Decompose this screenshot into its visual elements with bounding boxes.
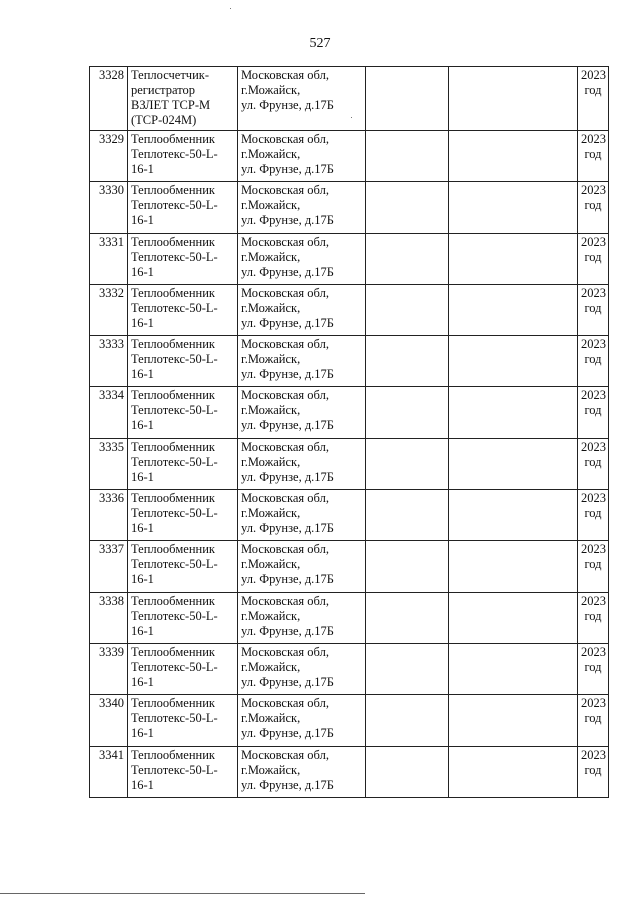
equipment-name-line: 16-1 (131, 213, 154, 228)
empty-cell (366, 182, 449, 233)
year-line: год (584, 83, 602, 97)
equipment-name-cell (128, 695, 238, 746)
row-number-cell: 3339 (90, 643, 128, 694)
equipment-name-line: 16-1 (131, 777, 154, 792)
equipment-name-line: Теплотекс-50-L- (131, 608, 218, 623)
equipment-name-line: 16-1 (131, 264, 154, 279)
address-line: Московская обл, (241, 542, 329, 557)
equipment-name-line: 16-1 (131, 572, 154, 587)
address-cell (238, 182, 366, 233)
year-line: 2023 (581, 388, 606, 403)
equipment-name-line: Теплообменник (131, 337, 215, 352)
empty-cell (449, 541, 578, 592)
year-line: год (584, 557, 602, 572)
address-line: ул. Фрунзе, д.17Б (241, 264, 334, 279)
empty-cell (449, 746, 578, 797)
year-line: 2023 (581, 132, 606, 146)
address-line: г.Можайск, (241, 403, 301, 418)
equipment-name-cell (128, 182, 238, 233)
year-line: год (584, 506, 602, 521)
equipment-name-cell (128, 541, 238, 592)
equipment-name-line: Теплотекс-50-L- (131, 711, 218, 726)
year-line: год (584, 659, 602, 674)
address-line: г.Можайск, (241, 608, 301, 623)
table-row (90, 695, 609, 746)
equipment-name-line: Теплообменник (131, 542, 215, 557)
address-line: ул. Фрунзе, д.17Б (241, 213, 334, 228)
row-number-cell: 3341 (90, 746, 128, 797)
equipment-name-line: Теплообменник (131, 285, 215, 300)
year-cell (578, 541, 609, 592)
row-number-cell: 3329 (90, 131, 128, 182)
table-row (90, 182, 609, 233)
address-line: Московская обл, (241, 491, 329, 506)
address-line: Московская обл, (241, 747, 329, 762)
row-number-cell: 3331 (90, 233, 128, 284)
address-line: Московская обл, (241, 337, 329, 352)
equipment-name-line: Теплообменник (131, 183, 215, 198)
address-line: г.Можайск, (241, 198, 301, 213)
address-cell (238, 643, 366, 694)
year-line: 2023 (581, 68, 606, 82)
year-cell (578, 592, 609, 643)
equipment-name-line: Теплотекс-50-L- (131, 762, 218, 777)
address-line: ул. Фрунзе, д.17Б (241, 623, 334, 638)
year-line: год (584, 300, 602, 315)
empty-cell (449, 490, 578, 541)
empty-cell (449, 438, 578, 489)
empty-cell (449, 284, 578, 335)
year-line: год (584, 147, 602, 161)
address-cell (238, 592, 366, 643)
year-line: год (584, 608, 602, 623)
year-cell (578, 643, 609, 694)
address-line: Московская обл, (241, 285, 329, 300)
row-number-cell: 3334 (90, 387, 128, 438)
address-cell (238, 233, 366, 284)
year-cell (578, 233, 609, 284)
year-line: год (584, 249, 602, 264)
address-line: Московская обл, (241, 388, 329, 403)
address-cell (238, 541, 366, 592)
empty-cell (449, 67, 578, 131)
year-cell (578, 284, 609, 335)
empty-cell (366, 643, 449, 694)
year-line: 2023 (581, 439, 606, 454)
row-number-cell: 3336 (90, 490, 128, 541)
year-line: 2023 (581, 747, 606, 762)
equipment-name-cell (128, 233, 238, 284)
empty-cell (449, 387, 578, 438)
empty-cell (366, 695, 449, 746)
address-cell (238, 746, 366, 797)
equipment-name-cell (128, 438, 238, 489)
table-row (90, 490, 609, 541)
table-row (90, 336, 609, 387)
table-row (90, 131, 609, 182)
year-line: 2023 (581, 593, 606, 608)
table-row (90, 746, 609, 797)
year-cell (578, 131, 609, 182)
registry-table-body (90, 67, 609, 798)
equipment-name-line: Теплотекс-50-L- (131, 659, 218, 674)
address-line: ул. Фрунзе, д.17Б (241, 418, 334, 433)
equipment-name-line: 16-1 (131, 469, 154, 484)
empty-cell (449, 336, 578, 387)
address-cell (238, 387, 366, 438)
address-line: г.Можайск, (241, 454, 301, 469)
empty-cell (366, 490, 449, 541)
address-line: ул. Фрунзе, д.17Б (241, 469, 334, 484)
address-cell (238, 336, 366, 387)
year-line: год (584, 711, 602, 726)
address-cell (238, 490, 366, 541)
equipment-name-line: Теплотекс-50-L- (131, 147, 218, 161)
address-line: ул. Фрунзе, д.17Б (241, 572, 334, 587)
equipment-name-line: 16-1 (131, 674, 154, 689)
year-line: 2023 (581, 285, 606, 300)
address-line: ул. Фрунзе, д.17Б (241, 315, 334, 330)
equipment-name-line: 16-1 (131, 521, 154, 536)
year-line: 2023 (581, 234, 606, 249)
year-cell (578, 67, 609, 131)
equipment-name-line: 16-1 (131, 162, 154, 176)
empty-cell (366, 592, 449, 643)
year-cell (578, 490, 609, 541)
year-cell (578, 336, 609, 387)
equipment-name-line: Теплотекс-50-L- (131, 557, 218, 572)
equipment-name-line: Теплотекс-50-L- (131, 352, 218, 367)
table-row (90, 541, 609, 592)
equipment-name-line: 16-1 (131, 315, 154, 330)
row-number-cell: 3330 (90, 182, 128, 233)
empty-cell (366, 131, 449, 182)
empty-cell (449, 592, 578, 643)
year-line: год (584, 352, 602, 367)
row-number-cell: 3337 (90, 541, 128, 592)
equipment-name-line: Теплообменник (131, 644, 215, 659)
equipment-name-cell (128, 643, 238, 694)
year-line: год (584, 198, 602, 213)
equipment-name-line: Теплотекс-50-L- (131, 198, 218, 213)
equipment-name-line: Теплосчетчик- (131, 68, 210, 82)
address-line: г.Можайск, (241, 506, 301, 521)
empty-cell (366, 438, 449, 489)
equipment-name-line: 16-1 (131, 726, 154, 741)
equipment-name-cell (128, 284, 238, 335)
address-cell (238, 67, 366, 131)
address-line: г.Можайск, (241, 659, 301, 674)
empty-cell (449, 233, 578, 284)
equipment-name-line: Теплотекс-50-L- (131, 506, 218, 521)
equipment-name-cell (128, 387, 238, 438)
table-row (90, 643, 609, 694)
table-row (90, 233, 609, 284)
row-number-cell: 3333 (90, 336, 128, 387)
year-line: год (584, 403, 602, 418)
equipment-name-line: (ТСР-024М) (131, 113, 197, 127)
page-number: 527 (309, 36, 331, 51)
address-line: Московская обл, (241, 183, 329, 198)
address-line: Московская обл, (241, 644, 329, 659)
row-number-cell: 3332 (90, 284, 128, 335)
table-row (90, 592, 609, 643)
address-line: Московская обл, (241, 68, 329, 82)
equipment-name-line: Теплотекс-50-L- (131, 454, 218, 469)
equipment-name-line: Теплообменник (131, 593, 215, 608)
equipment-name-cell (128, 746, 238, 797)
table-row (90, 387, 609, 438)
empty-cell (449, 182, 578, 233)
year-line: 2023 (581, 337, 606, 352)
equipment-name-line: регистратор (131, 83, 196, 97)
address-line: ул. Фрунзе, д.17Б (241, 777, 334, 792)
table-row (90, 438, 609, 489)
empty-cell (366, 746, 449, 797)
equipment-name-line: Теплообменник (131, 234, 215, 249)
year-line: 2023 (581, 542, 606, 557)
address-cell (238, 131, 366, 182)
table-row (90, 284, 609, 335)
row-number-cell: 3340 (90, 695, 128, 746)
year-cell (578, 182, 609, 233)
year-cell (578, 438, 609, 489)
empty-cell (449, 131, 578, 182)
empty-cell (366, 233, 449, 284)
row-number-cell: 3328 (90, 67, 128, 131)
row-number-cell: 3338 (90, 592, 128, 643)
address-line: г.Можайск, (241, 300, 301, 315)
address-line: Московская обл, (241, 593, 329, 608)
address-cell (238, 284, 366, 335)
year-cell (578, 695, 609, 746)
address-line: г.Можайск, (241, 557, 301, 572)
equipment-name-cell (128, 67, 238, 131)
address-line: Московская обл, (241, 439, 329, 454)
year-cell (578, 746, 609, 797)
address-line: ул. Фрунзе, д.17Б (241, 98, 334, 112)
year-line: год (584, 762, 602, 777)
year-line: 2023 (581, 696, 606, 711)
address-line: ул. Фрунзе, д.17Б (241, 674, 334, 689)
equipment-name-line: 16-1 (131, 623, 154, 638)
table-row (90, 67, 609, 131)
empty-cell (366, 387, 449, 438)
scan-speck (230, 8, 231, 9)
address-line: Московская обл, (241, 696, 329, 711)
equipment-name-line: 16-1 (131, 367, 154, 382)
address-line: г.Можайск, (241, 711, 301, 726)
address-line: г.Можайск, (241, 83, 301, 97)
address-line: ул. Фрунзе, д.17Б (241, 726, 334, 741)
scan-speck (351, 117, 352, 118)
address-cell (238, 695, 366, 746)
footer-rule (0, 893, 365, 894)
address-cell (238, 438, 366, 489)
empty-cell (366, 336, 449, 387)
equipment-name-line: Теплообменник (131, 132, 215, 146)
registry-table (89, 66, 609, 798)
equipment-name-line: Теплообменник (131, 439, 215, 454)
address-line: г.Можайск, (241, 352, 301, 367)
empty-cell (449, 643, 578, 694)
year-line: 2023 (581, 644, 606, 659)
equipment-name-cell (128, 336, 238, 387)
address-line: Московская обл, (241, 132, 329, 146)
empty-cell (366, 284, 449, 335)
address-line: Московская обл, (241, 234, 329, 249)
address-line: г.Можайск, (241, 147, 301, 161)
year-line: 2023 (581, 491, 606, 506)
equipment-name-line: Теплотекс-50-L- (131, 249, 218, 264)
empty-cell (366, 67, 449, 131)
equipment-name-line: Теплообменник (131, 491, 215, 506)
address-line: г.Можайск, (241, 249, 301, 264)
address-line: ул. Фрунзе, д.17Б (241, 367, 334, 382)
year-line: год (584, 454, 602, 469)
year-cell (578, 387, 609, 438)
equipment-name-line: Теплообменник (131, 696, 215, 711)
address-line: ул. Фрунзе, д.17Б (241, 521, 334, 536)
row-number-cell: 3335 (90, 438, 128, 489)
equipment-name-cell (128, 490, 238, 541)
equipment-name-cell (128, 131, 238, 182)
empty-cell (366, 541, 449, 592)
year-line: 2023 (581, 183, 606, 198)
equipment-name-line: Теплотекс-50-L- (131, 300, 218, 315)
equipment-name-line: Теплообменник (131, 388, 215, 403)
equipment-name-line: Теплотекс-50-L- (131, 403, 218, 418)
equipment-name-line: ВЗЛЕТ ТСР-М (131, 98, 211, 112)
equipment-name-cell (128, 592, 238, 643)
equipment-name-line: 16-1 (131, 418, 154, 433)
address-line: г.Можайск, (241, 762, 301, 777)
equipment-name-line: Теплообменник (131, 747, 215, 762)
address-line: ул. Фрунзе, д.17Б (241, 162, 334, 176)
empty-cell (449, 695, 578, 746)
